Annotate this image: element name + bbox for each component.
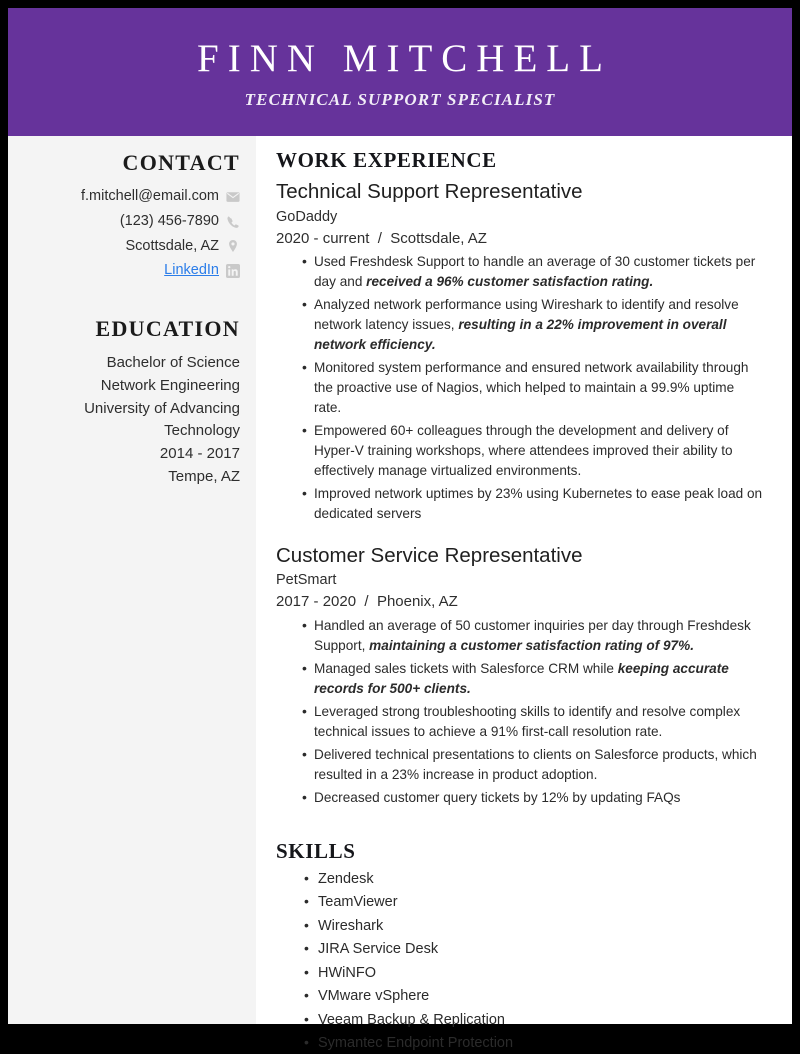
job-list [276, 179, 764, 808]
education-line: University of Advancing [84, 399, 240, 417]
skill-item: • VMware vSphere [304, 986, 764, 1007]
resume-header-banner [8, 8, 792, 136]
job-dates: 2020 - current [276, 229, 370, 247]
contact-row[interactable] [18, 260, 240, 282]
contact-list [18, 186, 240, 282]
job-bullet [302, 421, 764, 481]
job-title: Technical Support Representative [276, 180, 583, 203]
bullet-text: Used Freshdesk Support to handle an average of 30 customer tickets per day and [314, 254, 756, 290]
skill-item: • TeamViewer [304, 892, 764, 913]
skill-item: • HWiNFO [304, 963, 764, 984]
job-bullet-list [276, 252, 764, 524]
bullet-text: Handled an average of 50 customer inquiries per day through Freshdesk Support, [314, 617, 751, 653]
resume-page [8, 8, 792, 1052]
bullet-text: Decreased customer query tickets by 12% by updating FAQs [314, 789, 681, 805]
job-bullet [302, 252, 764, 292]
job-bullet [302, 659, 764, 699]
job-bullet-list [276, 616, 764, 808]
bullet-highlight: maintaining a customer satisfaction rating of 97%. [369, 637, 694, 653]
education-line: 2014 - 2017 [159, 445, 240, 463]
bullet-highlight: received a 96% customer satisfaction rating. [366, 274, 654, 290]
job-dates: 2017 - 2020 [276, 593, 357, 611]
job-bullet [302, 788, 764, 808]
education-section-heading: EDUCATION [95, 316, 240, 341]
contact-value: f.mitchell@email.com [81, 188, 219, 204]
education-line: Technology [164, 422, 240, 440]
skill-item: • Wireshark [304, 916, 764, 937]
job-title: Customer Service Representative [276, 543, 583, 567]
bullet-text: Monitored system performance and ensured network availability through the proactive use of Nagios, which helped to maintain a 99.9% uptime rate. [314, 360, 749, 415]
bullet-text: Empowered 60+ colleagues through the development and delivery of Hyper-V training workshops, where attendees improved their ability to effectively manage virtualized environments. [314, 422, 733, 478]
work-experience-heading: WORK EXPERIENCE [276, 148, 497, 172]
location-pin-icon [226, 239, 240, 253]
education-line: Bachelor of Science [106, 354, 240, 371]
job-bullet [302, 358, 764, 418]
job-bullet [302, 295, 764, 355]
education-line: Network Engineering [100, 376, 240, 394]
job-location: Phoenix, AZ [376, 593, 458, 611]
job-meta-separator: / [364, 593, 369, 611]
contact-section-heading: CONTACT [122, 150, 240, 175]
skills-list [276, 869, 764, 1054]
linkedin-icon [226, 264, 240, 278]
bullet-highlight: resulting in a 22% improvement in overall network efficiency. [314, 317, 727, 353]
candidate-name: FINN MITCHELL [197, 37, 612, 81]
contact-value: Scottsdale, AZ [125, 237, 219, 254]
sidebar [8, 136, 256, 1024]
bullet-highlight: keeping accurate records for 500+ clients. [314, 660, 729, 696]
job-meta [276, 228, 764, 251]
education-list [18, 352, 240, 489]
job-company: GoDaddy [276, 208, 338, 225]
resume-body [8, 136, 792, 1052]
skill-item: • Zendesk [304, 869, 764, 890]
skill-item: • JIRA Service Desk [304, 939, 764, 960]
bullet-text: Improved network uptimes by 23% using Kubernetes to ease peak load on dedicated servers [314, 485, 763, 521]
job-company: PetSmart [276, 572, 337, 589]
skill-item: • Veeam Backup & Replication [304, 1010, 764, 1031]
contact-value: (123) 456-7890 [119, 212, 219, 229]
contact-row [18, 236, 240, 258]
skills-heading: SKILLS [276, 838, 356, 863]
job-entry [276, 179, 764, 524]
contact-row [18, 186, 240, 208]
job-bullet [302, 616, 764, 656]
job-meta-separator: / [377, 229, 382, 247]
job-entry [276, 543, 764, 808]
bullet-text: Delivered technical presentations to clients on Salesforce products, which resulted in a 23% increase in product adoption. [314, 746, 757, 782]
bullet-text: Analyzed network performance using Wireshark to identify and resolve network latency issues, [314, 297, 739, 333]
job-bullet [302, 745, 764, 785]
envelope-icon [226, 190, 240, 204]
job-bullet [302, 484, 764, 524]
phone-icon [226, 215, 240, 229]
contact-row [18, 211, 240, 233]
bullet-text: Managed sales tickets with Salesforce CRM while [314, 660, 618, 676]
job-meta [276, 591, 764, 614]
education-line: Tempe, AZ [168, 467, 240, 485]
main-content [256, 136, 792, 1052]
bullet-text: Leveraged strong troubleshooting skills to identify and resolve complex technical issues to achieve a 91% first-call resolution rate. [314, 703, 741, 739]
job-location: Scottsdale, AZ [390, 229, 487, 247]
job-bullet [302, 702, 764, 742]
skill-item: • Symantec Endpoint Protection [304, 1033, 764, 1054]
linkedin-link[interactable]: LinkedIn [164, 262, 219, 279]
candidate-job-title: TECHNICAL SUPPORT SPECIALIST [244, 89, 556, 109]
